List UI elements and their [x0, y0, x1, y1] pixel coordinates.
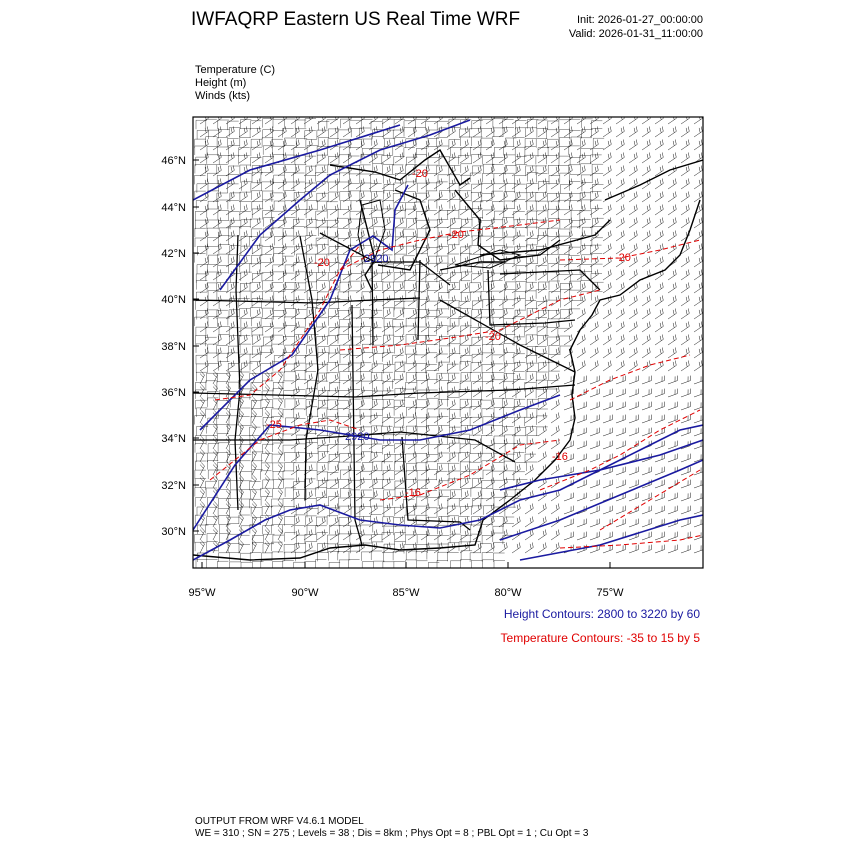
wind-barbs	[200, 114, 704, 554]
wind-barb-glyphs	[200, 114, 704, 554]
height-contours-note: Height Contours: 2800 to 3220 by 60	[503, 607, 700, 621]
lon-tick-label: 75°W	[596, 587, 624, 599]
height-label: 2920	[345, 431, 370, 443]
lat-tick-label: 42°N	[161, 248, 186, 260]
map-area	[193, 114, 704, 572]
lat-tick-label: 32°N	[161, 480, 186, 492]
footer-model: OUTPUT FROM WRF V4.6.1 MODEL	[195, 816, 364, 827]
legend-winds: Winds (kts)	[195, 90, 250, 102]
plot-title: IWFAQRP Eastern US Real Time WRF	[191, 9, 521, 30]
temperature-label: -20	[615, 252, 631, 264]
temperature-label: -20	[485, 331, 501, 343]
lon-tick-label: 90°W	[291, 587, 319, 599]
temperature-label: -20	[412, 168, 428, 180]
lat-tick-label: 30°N	[161, 526, 186, 538]
temperature-label: -16	[552, 451, 568, 463]
footer-config: WE = 310 ; SN = 275 ; Levels = 38 ; Dis = 8km ; Phys Opt = 8 ; PBL Opt = 1 ; Cu Opt = 3	[195, 828, 589, 839]
temperature-label: -25	[266, 419, 282, 431]
lat-tick-label: 44°N	[161, 202, 186, 214]
lat-tick-label: 34°N	[161, 433, 186, 445]
lat-tick-label: 40°N	[161, 294, 186, 306]
init-time: Init: 2026-01-27_00:00:00	[577, 14, 703, 26]
valid-time: Valid: 2026-01-31_11:00:00	[568, 28, 703, 40]
temperature-contours-note: Temperature Contours: -35 to 15 by 5	[500, 631, 700, 645]
lon-tick-label: 95°W	[188, 587, 216, 599]
temperature-label: -16	[405, 487, 421, 499]
height-label: 2920	[364, 253, 389, 265]
lon-tick-label: 85°W	[392, 587, 420, 599]
lat-tick-label: 46°N	[161, 155, 186, 167]
temperature-label: -20	[448, 229, 464, 241]
legend-temperature: Temperature (C)	[195, 64, 276, 76]
temperature-label: -20	[314, 257, 330, 269]
legend-height: Height (m)	[195, 77, 247, 89]
lon-tick-label: 80°W	[494, 587, 522, 599]
lat-tick-label: 38°N	[161, 341, 186, 353]
lat-tick-label: 36°N	[161, 387, 186, 399]
